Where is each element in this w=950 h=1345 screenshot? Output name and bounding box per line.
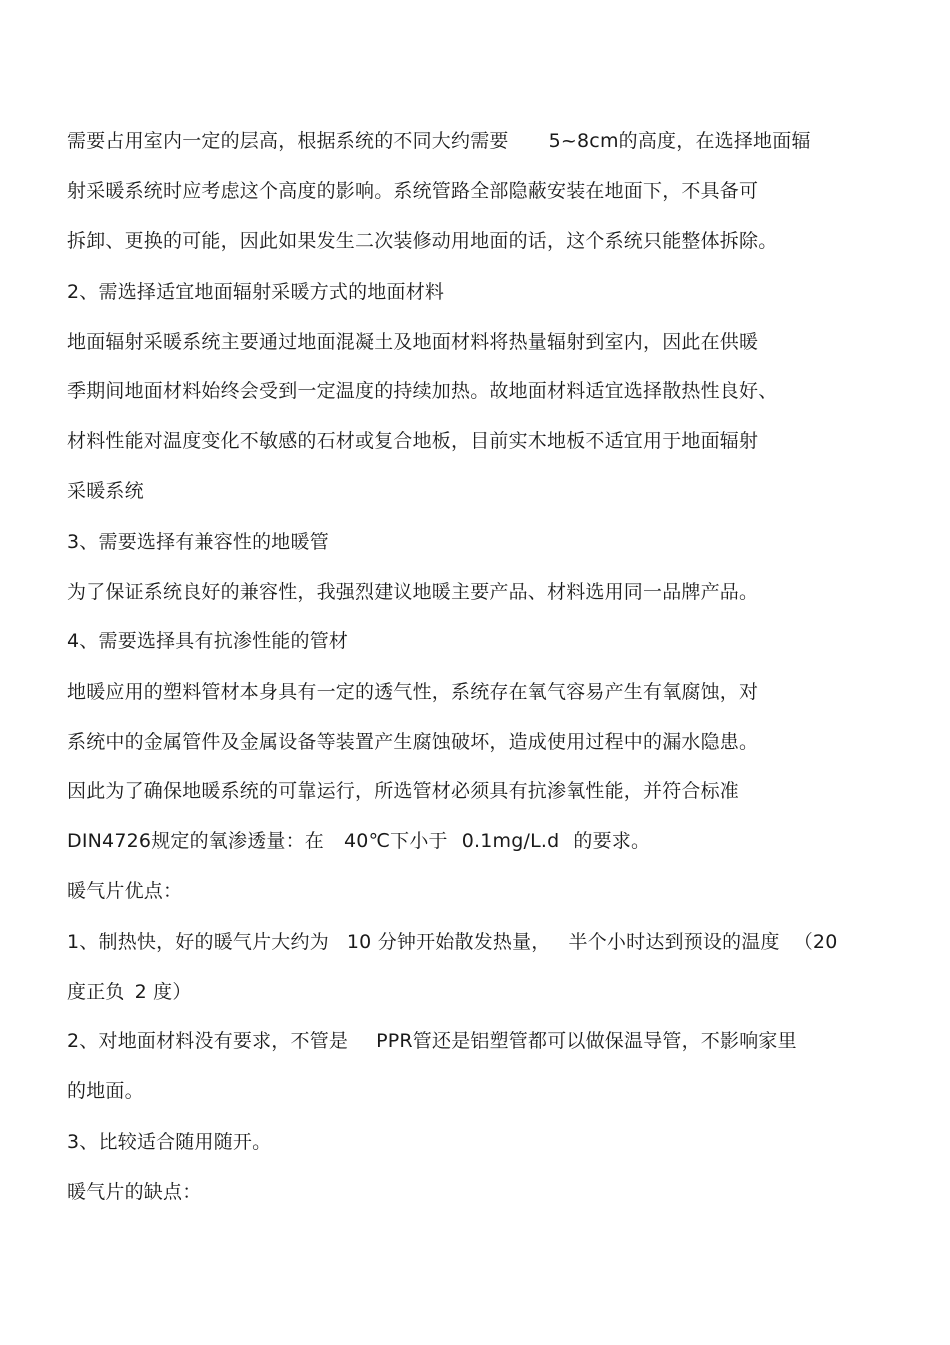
section-heading bbox=[67, 629, 348, 653]
text-line bbox=[67, 479, 144, 503]
text-segment: 因此为了确保地暖系统的可靠运行，所选管材必须具有抗渗氧性能，并符合标准 bbox=[67, 780, 740, 802]
text-segment: 0.1mg/L.d bbox=[461, 830, 560, 852]
text-line bbox=[67, 680, 758, 704]
text-segment: 10 分钟开始散发热量， bbox=[346, 931, 551, 953]
text-segment: PPR管还是铝塑管都可以做保温导管，不影响家里 bbox=[376, 1030, 797, 1052]
section-heading bbox=[67, 280, 444, 304]
text-segment: 地面辐射采暖系统主要通过地面混凝土及地面材料将热量辐射到室内，因此在供暖 bbox=[67, 331, 759, 353]
text-segment: 2、对地面材料没有要求，不管是 bbox=[67, 1030, 349, 1052]
text-segment: 暖气片优点： bbox=[67, 880, 183, 902]
text-line bbox=[67, 1079, 144, 1103]
text-line bbox=[67, 980, 192, 1004]
text-segment: 40℃下小于 bbox=[344, 830, 448, 852]
text-line bbox=[67, 330, 758, 354]
text-line bbox=[67, 179, 758, 203]
text-line bbox=[67, 730, 758, 754]
text-segment: 的地面。 bbox=[67, 1080, 144, 1102]
text-segment: 地暖应用的塑料管材本身具有一定的透气性，系统存在氧气容易产生有氧腐蚀，对 bbox=[67, 681, 759, 703]
text-line bbox=[67, 129, 811, 153]
text-line bbox=[67, 580, 758, 604]
text-line bbox=[67, 229, 777, 253]
text-line bbox=[67, 1029, 797, 1053]
text-segment: 射采暖系统时应考虑这个高度的影响。系统管路全部隐蔽安装在地面下，不具备可 bbox=[67, 180, 759, 202]
text-segment: DIN4726规定的氧渗透量：在 bbox=[67, 830, 325, 852]
text-line bbox=[67, 429, 758, 453]
text-line bbox=[67, 779, 739, 803]
text-segment: 5~8cm的高度，在选择地面辐 bbox=[548, 130, 811, 152]
text-segment: 度正负 bbox=[67, 981, 125, 1003]
text-line bbox=[67, 1130, 271, 1154]
text-segment: （20 bbox=[793, 931, 838, 953]
text-line bbox=[67, 379, 777, 403]
text-segment: 4、需要选择具有抗渗性能的管材 bbox=[67, 630, 349, 652]
text-segment: 半个小时达到预设的温度 bbox=[568, 931, 780, 953]
text-segment: 拆卸、更换的可能，因此如果发生二次装修动用地面的话，这个系统只能整体拆除。 bbox=[67, 230, 778, 252]
section-heading bbox=[67, 879, 182, 903]
text-segment: 1、制热快，好的暖气片大约为 bbox=[67, 931, 329, 953]
section-heading bbox=[67, 530, 329, 554]
text-segment: 2 度） bbox=[134, 981, 192, 1003]
text-segment: 3、需要选择有兼容性的地暖管 bbox=[67, 531, 329, 553]
text-segment: 的要求。 bbox=[573, 830, 651, 852]
section-heading bbox=[67, 1180, 201, 1204]
text-segment: 3、比较适合随用随开。 bbox=[67, 1131, 272, 1153]
text-segment: 采暖系统 bbox=[67, 480, 144, 502]
text-segment: 2、需选择适宜地面辐射采暖方式的地面材料 bbox=[67, 281, 445, 303]
text-line bbox=[67, 829, 650, 853]
text-segment: 系统中的金属管件及金属设备等装置产生腐蚀破坏，造成使用过程中的漏水隐患。 bbox=[67, 731, 759, 753]
text-segment: 季期间地面材料始终会受到一定温度的持续加热。故地面材料适宜选择散热性良好、 bbox=[67, 380, 778, 402]
text-line bbox=[67, 930, 838, 954]
text-segment: 暖气片的缺点： bbox=[67, 1181, 202, 1203]
text-segment: 需要占用室内一定的层高，根据系统的不同大约需要 bbox=[67, 130, 509, 152]
text-segment: 材料性能对温度变化不敏感的石材或复合地板，目前实木地板不适宜用于地面辐射 bbox=[67, 430, 759, 452]
text-segment: 为了保证系统良好的兼容性，我强烈建议地暖主要产品、材料选用同一品牌产品。 bbox=[67, 581, 759, 603]
